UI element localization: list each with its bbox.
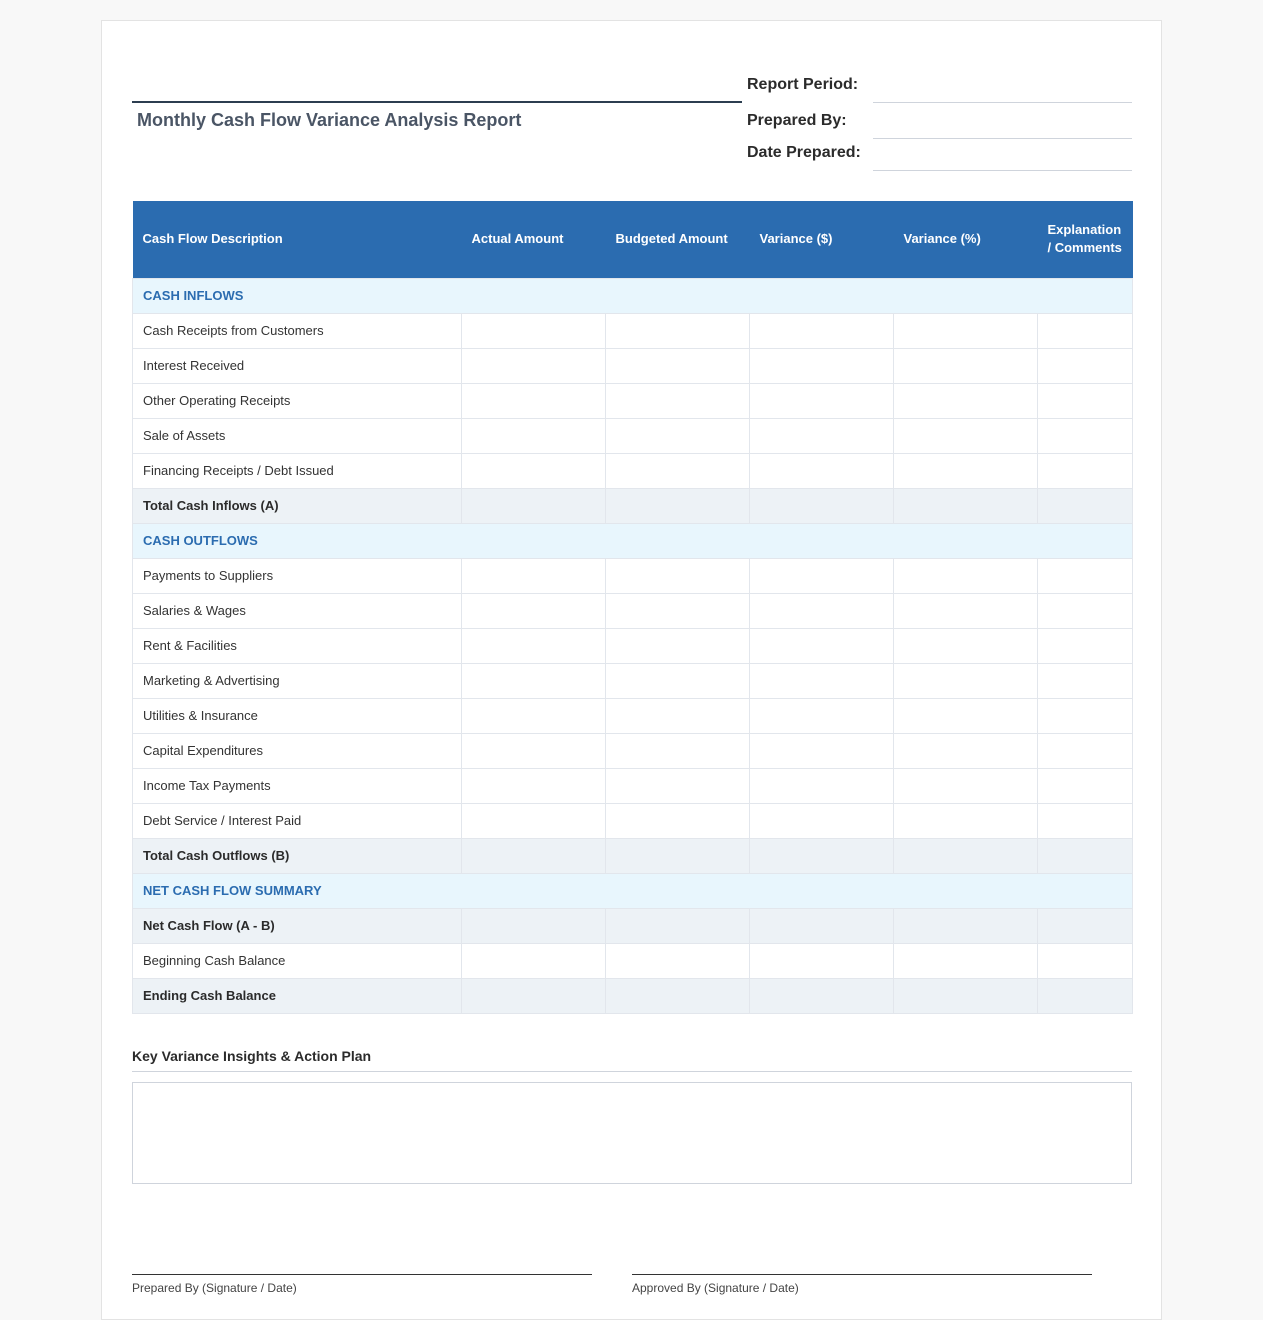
variance-percent-cell[interactable]	[894, 698, 1038, 733]
section-cash-inflows	[133, 278, 1133, 313]
budgeted-amount-cell[interactable]	[606, 733, 750, 768]
budgeted-amount-cell[interactable]	[606, 628, 750, 663]
budgeted-amount-cell[interactable]	[606, 698, 750, 733]
prepared-by-label: Prepared By:	[747, 112, 847, 129]
budgeted-amount-cell[interactable]	[606, 663, 750, 698]
date-prepared-label: Date Prepared:	[747, 144, 861, 161]
variance-percent-cell[interactable]	[894, 453, 1038, 488]
explanation-cell[interactable]	[1038, 383, 1133, 418]
row-description: Payments to Suppliers	[133, 558, 462, 593]
explanation-cell[interactable]	[1038, 628, 1133, 663]
explanation-cell[interactable]	[1038, 663, 1133, 698]
actual-amount-cell[interactable]	[462, 488, 606, 523]
variance-amount-cell[interactable]	[750, 348, 894, 383]
actual-amount-cell[interactable]	[462, 803, 606, 838]
actual-amount-cell[interactable]	[462, 348, 606, 383]
actual-amount-cell[interactable]	[462, 733, 606, 768]
explanation-cell[interactable]	[1038, 978, 1133, 1013]
section-net-cash-flow-summary	[133, 873, 1133, 908]
insights-rule	[132, 1071, 1132, 1072]
row-description: Capital Expenditures	[133, 733, 462, 768]
variance-amount-cell[interactable]	[750, 768, 894, 803]
table-row	[133, 593, 1133, 628]
budgeted-amount-cell[interactable]	[606, 558, 750, 593]
row-description: Rent & Facilities	[133, 628, 462, 663]
variance-percent-cell[interactable]	[894, 908, 1038, 943]
explanation-cell[interactable]	[1038, 733, 1133, 768]
actual-amount-cell[interactable]	[462, 313, 606, 348]
actual-amount-cell[interactable]	[462, 453, 606, 488]
variance-percent-cell[interactable]	[894, 733, 1038, 768]
variance-amount-cell[interactable]	[750, 628, 894, 663]
section-net-cash-flow-summary-title: NET CASH FLOW SUMMARY	[133, 873, 1133, 908]
row-description: Cash Receipts from Customers	[133, 313, 462, 348]
variance-percent-cell[interactable]	[894, 768, 1038, 803]
explanation-cell[interactable]	[1038, 698, 1133, 733]
variance-amount-cell[interactable]	[750, 803, 894, 838]
variance-amount-cell[interactable]	[750, 978, 894, 1013]
explanation-cell[interactable]	[1038, 768, 1133, 803]
ending-balance-row	[133, 978, 1133, 1013]
table-row	[133, 383, 1133, 418]
actual-amount-cell[interactable]	[462, 418, 606, 453]
variance-percent-cell[interactable]	[894, 383, 1038, 418]
insights-textbox[interactable]	[132, 1082, 1132, 1184]
row-description: Utilities & Insurance	[133, 698, 462, 733]
row-description: Marketing & Advertising	[133, 663, 462, 698]
variance-table	[132, 201, 1133, 1014]
budgeted-amount-cell[interactable]	[606, 593, 750, 628]
row-description: Other Operating Receipts	[133, 383, 462, 418]
insights-title: Key Variance Insights & Action Plan	[132, 1048, 372, 1064]
total-row-inflows	[133, 488, 1133, 523]
col-header-variance-percent: Variance (%)	[894, 201, 1038, 278]
variance-amount-cell[interactable]	[750, 593, 894, 628]
report-sheet	[101, 20, 1162, 1320]
variance-percent-cell[interactable]	[894, 838, 1038, 873]
variance-percent-cell[interactable]	[894, 488, 1038, 523]
budgeted-amount-cell[interactable]	[606, 908, 750, 943]
section-cash-inflows-title: CASH INFLOWS	[133, 278, 1133, 313]
actual-amount-cell[interactable]	[462, 593, 606, 628]
approved-by-signature-line[interactable]	[632, 1274, 1092, 1275]
row-description: Net Cash Flow (A - B)	[133, 908, 462, 943]
variance-percent-cell[interactable]	[894, 418, 1038, 453]
net-cash-flow-row	[133, 908, 1133, 943]
variance-percent-cell[interactable]	[894, 943, 1038, 978]
budgeted-amount-cell[interactable]	[606, 313, 750, 348]
table-row	[133, 418, 1133, 453]
row-description: Interest Received	[133, 348, 462, 383]
variance-amount-cell[interactable]	[750, 838, 894, 873]
explanation-cell[interactable]	[1038, 908, 1133, 943]
section-cash-outflows	[133, 523, 1133, 558]
budgeted-amount-cell[interactable]	[606, 838, 750, 873]
table-row	[133, 803, 1133, 838]
date-prepared-field[interactable]	[873, 170, 1132, 171]
actual-amount-cell[interactable]	[462, 978, 606, 1013]
row-description: Beginning Cash Balance	[133, 943, 462, 978]
explanation-cell[interactable]	[1038, 803, 1133, 838]
variance-amount-cell[interactable]	[750, 733, 894, 768]
table-row	[133, 663, 1133, 698]
table-header-row	[133, 201, 1133, 278]
variance-percent-cell[interactable]	[894, 313, 1038, 348]
table-row	[133, 628, 1133, 663]
row-description: Financing Receipts / Debt Issued	[133, 453, 462, 488]
variance-percent-cell[interactable]	[894, 663, 1038, 698]
variance-percent-cell[interactable]	[894, 593, 1038, 628]
row-description: Salaries & Wages	[133, 593, 462, 628]
col-header-explanation: Explanation / Comments	[1038, 201, 1133, 278]
section-cash-outflows-title: CASH OUTFLOWS	[133, 523, 1133, 558]
budgeted-amount-cell[interactable]	[606, 418, 750, 453]
row-description: Debt Service / Interest Paid	[133, 803, 462, 838]
variance-amount-cell[interactable]	[750, 558, 894, 593]
budgeted-amount-cell[interactable]	[606, 978, 750, 1013]
budgeted-amount-cell[interactable]	[606, 383, 750, 418]
explanation-cell[interactable]	[1038, 453, 1133, 488]
actual-amount-cell[interactable]	[462, 943, 606, 978]
table-row	[133, 768, 1133, 803]
row-description: Sale of Assets	[133, 418, 462, 453]
variance-amount-cell[interactable]	[750, 383, 894, 418]
variance-amount-cell[interactable]	[750, 488, 894, 523]
actual-amount-cell[interactable]	[462, 383, 606, 418]
table-body	[133, 278, 1133, 1013]
row-description: Total Cash Outflows (B)	[133, 838, 462, 873]
explanation-cell[interactable]	[1038, 593, 1133, 628]
variance-amount-cell[interactable]	[750, 663, 894, 698]
actual-amount-cell[interactable]	[462, 838, 606, 873]
table-row	[133, 453, 1133, 488]
title-rule	[132, 101, 742, 103]
table-row	[133, 313, 1133, 348]
approved-by-signature-label: Approved By (Signature / Date)	[632, 1281, 799, 1295]
explanation-cell[interactable]	[1038, 838, 1133, 873]
row-description: Ending Cash Balance	[133, 978, 462, 1013]
actual-amount-cell[interactable]	[462, 698, 606, 733]
table-row	[133, 348, 1133, 383]
total-row-outflows	[133, 838, 1133, 873]
explanation-cell[interactable]	[1038, 558, 1133, 593]
beginning-balance-row	[133, 943, 1133, 978]
prepared-by-signature-label: Prepared By (Signature / Date)	[132, 1281, 297, 1295]
actual-amount-cell[interactable]	[462, 558, 606, 593]
budgeted-amount-cell[interactable]	[606, 943, 750, 978]
table-row	[133, 698, 1133, 733]
explanation-cell[interactable]	[1038, 943, 1133, 978]
actual-amount-cell[interactable]	[462, 663, 606, 698]
budgeted-amount-cell[interactable]	[606, 768, 750, 803]
report-period-field[interactable]	[873, 102, 1132, 103]
row-description: Income Tax Payments	[133, 768, 462, 803]
budgeted-amount-cell[interactable]	[606, 453, 750, 488]
variance-percent-cell[interactable]	[894, 348, 1038, 383]
explanation-cell[interactable]	[1038, 418, 1133, 453]
actual-amount-cell[interactable]	[462, 628, 606, 663]
col-header-actual: Actual Amount	[462, 201, 606, 278]
variance-percent-cell[interactable]	[894, 978, 1038, 1013]
budgeted-amount-cell[interactable]	[606, 803, 750, 838]
table-row	[133, 558, 1133, 593]
col-header-budgeted: Budgeted Amount	[606, 201, 750, 278]
prepared-by-signature-line[interactable]	[132, 1274, 592, 1275]
budgeted-amount-cell[interactable]	[606, 488, 750, 523]
variance-amount-cell[interactable]	[750, 908, 894, 943]
col-header-variance-amount: Variance ($)	[750, 201, 894, 278]
variance-percent-cell[interactable]	[894, 803, 1038, 838]
explanation-cell[interactable]	[1038, 488, 1133, 523]
variance-percent-cell[interactable]	[894, 628, 1038, 663]
variance-amount-cell[interactable]	[750, 943, 894, 978]
report-title: Monthly Cash Flow Variance Analysis Report	[137, 110, 522, 130]
col-header-description: Cash Flow Description	[133, 201, 462, 278]
variance-amount-cell[interactable]	[750, 698, 894, 733]
row-description: Total Cash Inflows (A)	[133, 488, 462, 523]
explanation-cell[interactable]	[1038, 313, 1133, 348]
actual-amount-cell[interactable]	[462, 768, 606, 803]
variance-percent-cell[interactable]	[894, 558, 1038, 593]
variance-amount-cell[interactable]	[750, 418, 894, 453]
table-row	[133, 733, 1133, 768]
variance-amount-cell[interactable]	[750, 313, 894, 348]
prepared-by-field[interactable]	[873, 138, 1132, 139]
report-period-label: Report Period:	[747, 76, 859, 93]
variance-amount-cell[interactable]	[750, 453, 894, 488]
actual-amount-cell[interactable]	[462, 908, 606, 943]
explanation-cell[interactable]	[1038, 348, 1133, 383]
budgeted-amount-cell[interactable]	[606, 348, 750, 383]
